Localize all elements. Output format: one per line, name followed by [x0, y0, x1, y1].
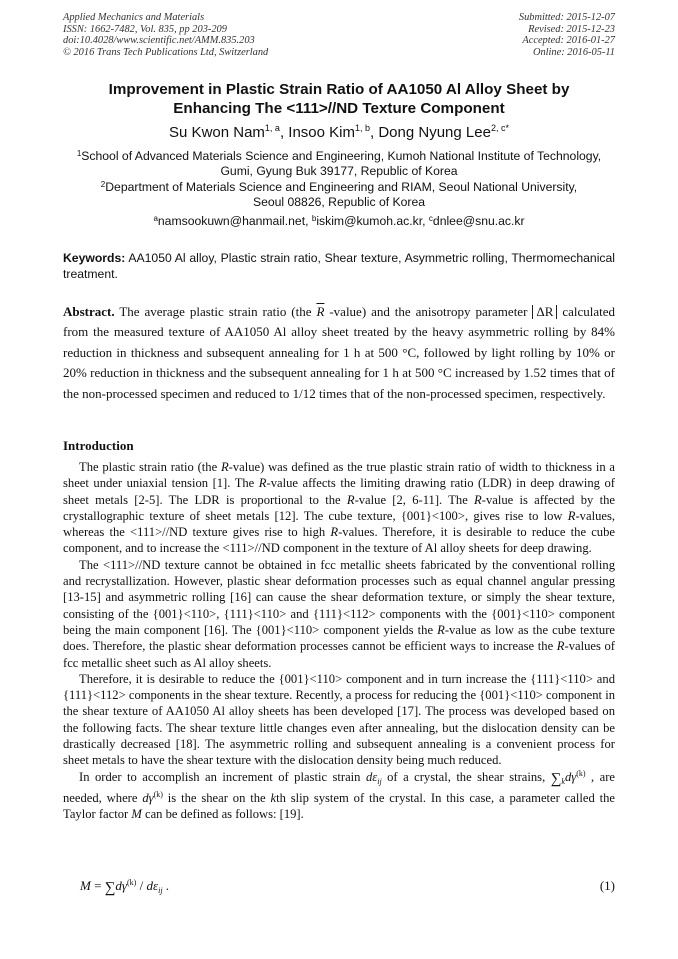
date-submitted: Submitted: 2015-12-07 — [518, 12, 615, 23]
text-run: R — [258, 476, 267, 491]
text-run: R — [556, 639, 565, 654]
sum-symbol: ∑ — [550, 770, 562, 787]
email-mark: c — [428, 214, 433, 223]
text-run: dε — [365, 769, 378, 784]
text-run: dε — [146, 878, 159, 893]
text-run: In order to accomplish an increment of plastic strain — [79, 769, 366, 784]
journal-doi: doi:10.4028/www.scientific.net/AMM.835.203 — [63, 35, 255, 47]
title-line-1: Improvement in Plastic Strain Ratio of AA1050 Al Alloy Sheet by — [108, 81, 570, 98]
keywords-text: AA1050 Al alloy, Plastic strain ratio, Shear texture, Asymmetric rolling, Thermomechanical treatment. — [63, 251, 615, 281]
equation-number: (1) — [599, 878, 615, 893]
text-run: dγ — [142, 790, 154, 805]
text-run: -value [2, 6-11]. The — [354, 492, 475, 507]
email-mark: b — [311, 214, 317, 223]
text-run: -values, whereas the <111>//ND texture gives rise to high — [63, 508, 615, 540]
date-accepted: Accepted: 2016-01-27 — [522, 35, 615, 47]
affiliation-text: Department of Materials Science and Engineering and RIAM, Seoul National University, — [105, 179, 578, 194]
text-run: dγ — [564, 769, 577, 784]
email-link[interactable]: iskim@kumoh.ac.kr, — [316, 214, 429, 228]
text-run: , are needed, where — [63, 769, 615, 805]
text-run: -value) was defined as the true plastic strain ratio of width to thickness in a sheet under uniaxial tension [1]. The — [63, 460, 616, 491]
email-link[interactable]: namsookuwn@hanmail.net, — [157, 214, 312, 228]
paragraph — [63, 459, 615, 557]
affiliation-2-line-2: Seoul 08826, Republic of Korea — [252, 194, 426, 209]
affiliation-number: 2 — [100, 179, 106, 189]
journal-issn: ISSN: 1662-7482, Vol. 835, pp 203-209 — [63, 23, 227, 35]
text-run: R — [437, 622, 445, 637]
affiliation-1-line-1 — [60, 149, 618, 164]
text-run: M — [131, 807, 142, 822]
title-line-2: Enhancing The <111>//ND Texture Component — [173, 100, 505, 117]
abstract-text: -value) and the anisotropy parameter — [324, 304, 533, 319]
paragraph — [63, 557, 615, 671]
text-run: th slip system of the crystal. In this case, a parameter called the Taylor factor — [63, 790, 616, 822]
text-run: / — [136, 878, 147, 893]
equation-lhs: M — [80, 878, 91, 893]
keywords — [63, 250, 615, 282]
introduction-body — [63, 459, 615, 823]
paragraph: Therefore, it is desirable to reduce the {001}<110> component and in turn increase the {111}<110> and {111}<112> components in the shear texture. Recently, a process for reducing the {001}<110> component in the shear texture of AA1050 Al alloy sheets has been developed [17]. The process was developed based on the following facts. The shear texture little changes even after annealing, but the dislocation density can be drastically decreased [18]. The asymmetric rolling and subsequent annealing is a convenient process for sheet metals to have the shear texture with the dislocation density being much reduced. — [63, 671, 615, 768]
text-run: R — [474, 492, 482, 507]
author-emails — [60, 214, 618, 229]
email-mark: a — [153, 214, 158, 223]
author-name: Insoo Kim — [288, 124, 355, 141]
article-dates — [519, 12, 615, 58]
text-run: -values of fcc metallic sheet such as Al alloy sheets. — [63, 639, 615, 670]
affiliation-number: 1 — [76, 149, 82, 158]
text-run: (k) — [153, 789, 163, 799]
text-run: -values. Therefore, it is desirable to reduce the cube component, and to increase the <111>//ND component in the texture of Al alloy sheets for deep drawing. — [63, 525, 615, 556]
text-run: R — [220, 460, 229, 474]
text-run: R — [330, 525, 339, 540]
date-revised: Revised: 2015-12-23 — [528, 23, 615, 35]
paragraph — [63, 769, 615, 823]
delta-r-symbol: ΔR — [532, 305, 557, 319]
author-affil-mark: 1, a — [264, 123, 280, 133]
author-affil-mark: 2, c* — [490, 123, 509, 133]
date-online: Online: 2016-05-11 — [532, 46, 615, 58]
text-run: . — [162, 878, 170, 893]
journal-info — [63, 12, 268, 58]
affiliation-2-line-1 — [60, 180, 618, 195]
abstract-text: The average plastic strain ratio (the — [119, 304, 317, 319]
journal-name: Applied Mechanics and Materials — [63, 12, 205, 23]
section-heading-introduction: Introduction — [63, 438, 134, 453]
author-list: Su Kwon Nam$^{1, a}$, Insoo Kim$^{1, b}$, Dong Nyung Lee$^{2, c*}$ — [169, 123, 509, 141]
abstract — [63, 302, 615, 404]
text-run: R — [567, 508, 576, 523]
text-run: k — [561, 776, 565, 786]
text-run: = — [90, 878, 105, 893]
keywords-label: Keywords: — [63, 251, 126, 265]
text-run: -value is affected by the crystallographic texture of sheet metals [12]. The cube texture, {001}<100>, gives rise to low — [63, 492, 615, 523]
text-run: of a crystal, the shear strains, — [381, 769, 551, 784]
text-run: k — [270, 790, 277, 805]
equation-1 — [80, 877, 615, 900]
affiliations — [60, 149, 618, 210]
text-run: can be defined as follows: [19]. — [141, 807, 304, 822]
text-run: -value affects the limiting drawing ratio (LDR) in deep drawing of sheet metals [2-5]. The LDR is proportional to the — [63, 476, 615, 507]
sum-symbol: ∑ — [104, 880, 116, 896]
abstract-label: Abstract. — [63, 304, 115, 319]
text-run: R — [346, 492, 355, 507]
text-run: is the shear on the — [162, 790, 271, 805]
affiliation-text: School of Advanced Materials Science and Engineering, Kumoh National Institute of Technology, — [81, 149, 602, 163]
text-run: (k) — [127, 878, 137, 887]
text-run: ij — [158, 886, 163, 895]
r-bar-symbol: $\overline{R}$ — [316, 304, 325, 319]
text-run: dγ — [115, 878, 128, 893]
author-name: Dong Nyung Lee — [378, 124, 491, 141]
text-run: (k) — [576, 768, 586, 778]
text-run: -value as low as the cube texture does. Therefore, the plastic shear deformation processes cannot be efficient ways to increase the — [63, 622, 615, 654]
text-run: The <111>//ND texture cannot be obtained in fcc metallic sheets fabricated by the conventional rolling and recrystallization. However, plastic shear deformation processes such as equal channel angular pressing [13-15] and asymmetric rolling [16] can cause the shear deformation texture, or simply the shear texture, consisting of the {001}<110>, {111}<110> and {111}<112> components with the {001}<110> component being the main component [16]. The {001}<110> component yields the — [63, 557, 615, 637]
email-link[interactable]: dnlee@snu.ac.kr — [432, 214, 525, 228]
text-run: ij — [377, 776, 382, 786]
author-name: Su Kwon Nam — [169, 124, 265, 141]
author-affil-mark: 1, b — [354, 123, 370, 133]
paper-title — [60, 80, 618, 118]
affiliation-1-line-2: Gumi, Gyung Buk 39177, Republic of Korea — [220, 164, 458, 179]
journal-copyright: © 2016 Trans Tech Publications Ltd, Switzerland — [63, 46, 269, 58]
text-run: The plastic strain ratio (the — [79, 460, 221, 474]
abstract-text: calculated from the measured texture of AA1050 Al alloy sheet treated by the heavy asymmetric rolling by 84% reduction in thickness and subsequent annealing for 1 h at 500 °C, followed by light rolling by 10% or 20% reduction in thickness and the subsequent annealing for 1 h at 500 °C increased by 1.52 times that of the non-processed specimen and reduced to 1/12 times that of the non-processed specimen, respectively. — [63, 304, 615, 401]
